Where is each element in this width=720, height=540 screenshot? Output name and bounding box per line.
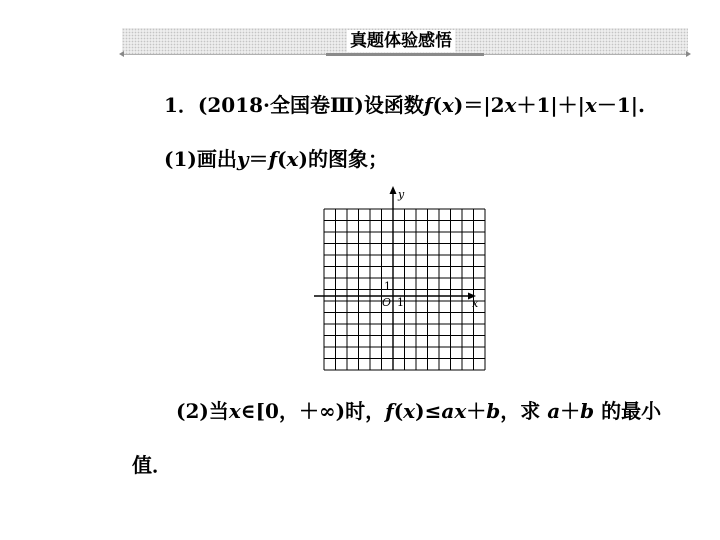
origin-label: O	[382, 296, 392, 309]
variable-b: b	[486, 399, 501, 423]
variable-x: x	[403, 399, 416, 423]
arrow-right-icon	[686, 51, 691, 57]
banner-rule-accent	[326, 53, 484, 56]
stem-part: )＝|2	[453, 93, 505, 117]
part1-tail: )的图象；	[298, 147, 388, 171]
stem-end: －1|.	[596, 93, 646, 117]
part2-statement	[176, 398, 661, 424]
paren-open: (	[432, 93, 442, 117]
coordinate-grid	[300, 180, 490, 375]
function-name: f	[385, 399, 394, 423]
plus: ＋	[560, 399, 581, 423]
paren-open: (	[393, 399, 404, 423]
function-name: f	[268, 147, 278, 171]
variable-x: x	[504, 93, 517, 117]
stem-tail: ＋1|＋|	[516, 93, 585, 117]
y-unit-label: 1	[384, 280, 391, 293]
y-axis-label: y	[398, 188, 405, 201]
variable-a: a	[547, 399, 561, 423]
function-name: f	[423, 93, 433, 117]
part1-label: (1)画出	[164, 147, 237, 171]
y-axis-arrow-icon	[390, 186, 397, 194]
inequality: )≤	[415, 399, 442, 423]
variable-y: y	[236, 147, 249, 171]
problem-number: 1．	[164, 93, 198, 117]
domain: ∈[0，＋∞)时，	[240, 399, 386, 423]
x-axis-label: x	[472, 297, 479, 310]
paren-open: (	[277, 147, 287, 171]
problem-stem: 设函数	[363, 93, 424, 117]
variable-x: x	[228, 399, 241, 423]
variable-x: x	[441, 93, 454, 117]
part2-label: (2)当	[176, 399, 229, 423]
grid-lines	[324, 209, 485, 370]
arrow-left-icon	[119, 51, 124, 57]
variable-b: b	[580, 399, 595, 423]
variable-x: x	[454, 399, 467, 423]
variable-x: x	[584, 93, 597, 117]
variable-x: x	[286, 147, 299, 171]
problem-source: (2018·全国卷Ⅲ)	[197, 93, 364, 117]
section-title: 真题体验感悟	[347, 30, 455, 52]
equals: ＝	[248, 147, 269, 171]
part2-tail: 的最小	[594, 399, 662, 423]
part1-statement	[164, 146, 388, 172]
problem-statement	[164, 92, 645, 118]
plus: ＋	[466, 399, 487, 423]
part2-continuation: 值．	[132, 453, 172, 477]
x-unit-label: 1	[397, 296, 404, 309]
variable-a: a	[441, 399, 455, 423]
seek-text: ，求	[500, 399, 548, 423]
